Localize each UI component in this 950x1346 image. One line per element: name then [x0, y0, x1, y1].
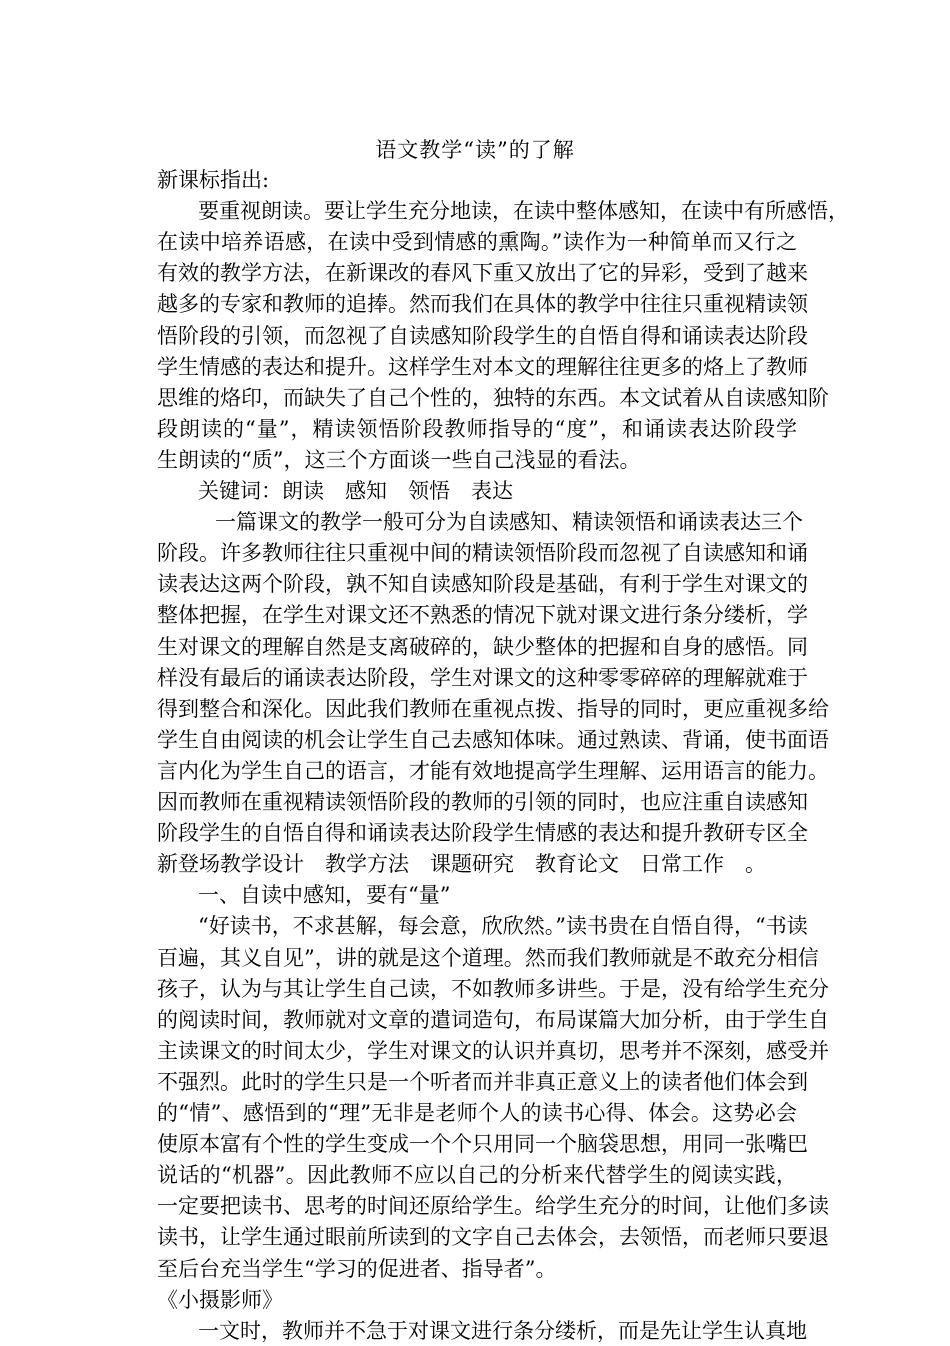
text-line: 说话的“机器”。因此教师不应以自己的分析来代替学生的阅读实践，: [157, 1163, 797, 1188]
text-line: 阶段学生的自悟自得和诵读表达阶段学生情感的表达和提升教研专区全: [157, 821, 808, 846]
text-line: 因而教师在重视精读领悟阶段的教师的引领的同时，也应注重自读感知: [157, 790, 808, 814]
text-line: 孩子，认为与其让学生自己读，不如教师多讲些。于是，没有给学生充分: [157, 976, 829, 1001]
text-line: 段朗读的“量”，精读领悟阶段教师指导的“度”，和诵读表达阶段学: [157, 416, 797, 441]
text-line: 百遍，其义自见”，讲的就是这个道理。然而我们教师就是不敢充分相信: [157, 945, 819, 970]
text-line: 关键词：朗读 感知 领悟 表达: [198, 479, 513, 503]
text-line: 一、自读中感知，要有“量”: [198, 883, 451, 908]
text-line: 越多的专家和教师的追捧。然而我们在具体的教学中往往只重视精读领: [157, 292, 808, 317]
text-line: 一篇课文的教学一般可分为自读感知、精读领悟和诵读表达三个: [215, 510, 803, 535]
text-line: 生对课文的理解自然是支离破碎的，缺少整体的把握和自身的感悟。同: [157, 634, 808, 659]
text-line: 在读中培养语感，在读中受到情感的熏陶。”读作为一种简单而又行之: [157, 230, 797, 255]
document-title: 语文教学“读”的了解: [375, 138, 575, 162]
text-line: 有效的教学方法，在新课改的春风下重又放出了它的异彩，受到了越来: [157, 261, 808, 286]
text-line: 《小摄影师》: [157, 1287, 283, 1312]
text-line: 读书，让学生通过眼前所读到的文字自己去体会，去领悟，而老师只要退: [157, 1225, 829, 1250]
text-line: 使原本富有个性的学生变成一个个只用同一个脑袋思想，用同一张嘴巴: [157, 1132, 808, 1157]
text-line: 一文时，教师并不急于对课文进行条分缕析，而是先让学生认真地: [198, 1318, 807, 1343]
text-line: 思维的烙印，而缺失了自己个性的，独特的东西。本文试着从自读感知阶: [157, 385, 829, 410]
text-line: 一定要把读书、思考的时间还原给学生。给学生充分的时间，让他们多读: [157, 1194, 829, 1219]
text-line: 的“情”、感悟到的“理”无非是老师个人的读书心得、体会。这势必会: [157, 1101, 797, 1125]
text-line: 阶段。许多教师往往只重视中间的精读领悟阶段而忽视了自读感知和诵: [157, 541, 808, 566]
text-line: 言内化为学生自己的语言，才能有效地提高学生理解、运用语言的能力。: [157, 758, 829, 783]
text-line: 要重视朗读。要让学生充分地读，在读中整体感知，在读中有所感悟，: [198, 199, 849, 224]
text-line: 主读课文的时间太少，学生对课文的认识并真切，思考并不深刻，感受并: [157, 1038, 829, 1063]
text-line: 学生自由阅读的机会让学生自己去感知体味。通过熟读、背诵，使书面语: [157, 727, 829, 752]
text-line: 不强烈。此时的学生只是一个听者而并非真正意义上的读者他们体会到: [157, 1069, 808, 1094]
text-line: 得到整合和深化。因此我们教师在重视点拨、指导的同时，更应重视多给: [157, 696, 829, 721]
text-line: “好读书，不求甚解，每会意，欣欣然。”读书贵在自悟自得，“书读: [198, 914, 808, 939]
text-line: 的阅读时间，教师就对文章的遣词造句，布局谋篇大加分析，由于学生自: [157, 1007, 829, 1032]
text-line: 生朗读的“质”，这三个方面谈一些自己浅显的看法。: [157, 447, 641, 472]
text-line: 样没有最后的诵读表达阶段，学生对课文的这种零零碎碎的理解就难于: [157, 665, 808, 690]
text-line: 新登场教学设计 教学方法 课题研究 教育论文 日常工作 。: [157, 852, 766, 877]
text-line: 悟阶段的引领，而忽视了自读感知阶段学生的自悟自得和诵读表达阶段: [157, 323, 808, 348]
text-line: 至后台充当学生“学习的促进者、指导者”。: [157, 1256, 557, 1281]
text-line: 新课标指出:: [157, 168, 270, 192]
text-line: 整体把握，在学生对课文还不熟悉的情况下就对课文进行条分缕析，学: [157, 603, 808, 628]
text-line: 学生情感的表达和提升。这样学生对本文的理解往往更多的烙上了教师: [157, 354, 808, 379]
text-line: 读表达这两个阶段，孰不知自读感知阶段是基础，有利于学生对课文的: [157, 572, 808, 597]
